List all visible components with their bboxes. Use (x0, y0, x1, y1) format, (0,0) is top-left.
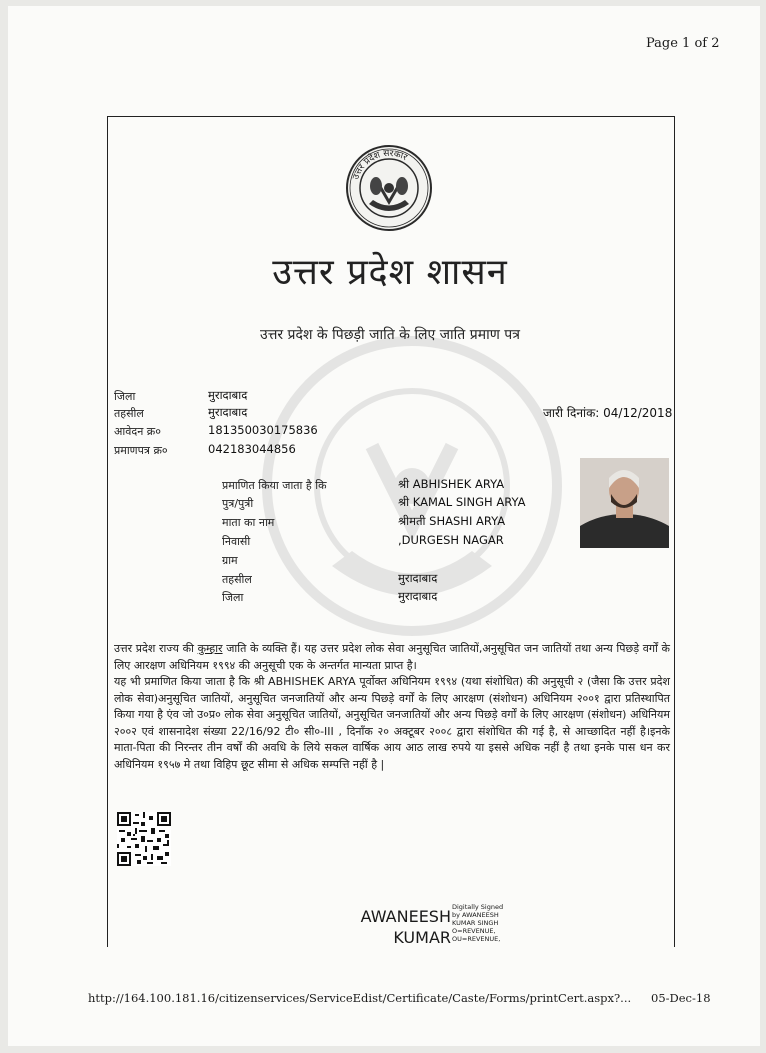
signature-meta-line: OU=REVENUE, (452, 935, 501, 943)
person-district-label: जिला (222, 591, 244, 604)
mother-name-label: माता का नाम (222, 516, 275, 529)
certificate-subtitle: उत्तर प्रदेश के पिछड़ी जाति के लिए जाति प्रमाण पत्र (260, 327, 520, 343)
print-date: 05-Dec-18 (651, 991, 711, 1005)
tehsil-label: तहसील (114, 407, 144, 420)
person-tehsil-value: मुरादाबाद (398, 571, 438, 585)
application-number-label: आवेदन क्र० (114, 425, 161, 438)
mother-name: श्रीमती SHASHI ARYA (398, 514, 506, 528)
up-government-emblem (345, 144, 433, 232)
person-district-value: मुरादाबाद (398, 589, 438, 603)
qr-code (117, 812, 171, 866)
district-value: मुरादाबाद (208, 388, 248, 402)
page-number: Page 1 of 2 (646, 36, 720, 51)
certified-label: प्रमाणित किया जाता है कि (222, 479, 327, 492)
son-of-label: पुत्र/पुत्री (222, 497, 254, 510)
father-name: श्री KAMAL SINGH ARYA (398, 495, 526, 509)
village-label: ग्राम (222, 554, 238, 567)
signature-meta-line: O=REVENUE, (452, 927, 496, 935)
district-label: जिला (114, 390, 136, 403)
body-text-2: जाति के व्यक्ति हैं। यह उत्तर प्रदेश लोक सेवा अनुसूचित जातियों,अनुसूचित जन जातियों तथा अन्य पिछड़े वर्गों के लिए आरक्षण अधिनियम १९९४ की अनुसूची एक के अन्तर्गत मान्यता प्राप्त है। (114, 642, 670, 672)
body-text-1: उत्तर प्रदेश राज्य की (114, 642, 198, 655)
caste-name: कुम्हार (197, 642, 223, 655)
emblem-seal-text: उत्तर प्रदेश सरकार (351, 148, 409, 182)
certificate-body (114, 641, 670, 773)
resident-label: निवासी (222, 535, 251, 548)
certificate-number-value: 042183044856 (208, 442, 296, 456)
person-photo-icon (580, 458, 669, 548)
certificate-title: उत्तर प्रदेश शासन (272, 252, 508, 293)
certificate-number-label: प्रमाणपत्र क्र० (114, 444, 168, 457)
signer-first-name: AWANEESH (360, 907, 451, 926)
digital-signature-name (344, 906, 451, 948)
signature-meta-line: KUMAR SINGH (452, 919, 499, 927)
applicant-photo (580, 458, 669, 548)
application-number-value: 181350030175836 (208, 423, 318, 437)
body-text-3: यह भी प्रमाणित किया जाता है कि श्री ABHISHEK ARYA पूर्वोक्त अधिनियम १९९४ (यथा संशोधित) की अनुसूची २ (जैसा कि उत्तर प्रदेश लोक सेवा)अनुसूचित जातियों, अनुसूचित जनजातियों और अन्य पिछड़े वर्गों के लिए आरक्षण (संशोधन) अधिनियम २००१ द्वारा प्रतिस्थापित किया गया है एंव जो उ०प्र० लोक सेवा अनुसूचित जातियों, अनुसूचित जनजातियों और अन्य पिछड़े वर्गों के लिए आरक्षण (संशोधन) अधिनियम २००२ एवं शासनादेश संख्या 22/16/92 टी० सी०-III , दिनाँक २० अक्टूबर २००८ द्वारा संशोधित की गई है, से आच्छादित नहीं है।इनके माता-पिता की निरन्तर तीन वर्षों की अवधि के लिये सकल वार्षिक आय आठ लाख रुपये या इससे अधिक नहीं है तथा इनके पास धन कर अधिनियम १९५७ मे तथा विहिप छूट सीमा से अधिक सम्पत्ति नहीं है | (114, 675, 670, 771)
print-url: http://164.100.181.16/citizenservices/ServiceEdist/Certificate/Caste/Forms/printCert.aspx?... (88, 991, 632, 1005)
person-tehsil-label: तहसील (222, 573, 252, 586)
signature-meta-line: Digitally Signed (452, 903, 504, 911)
resident-value: ,DURGESH NAGAR (398, 533, 504, 547)
signature-meta-line: by AWANEESH (452, 911, 499, 919)
signer-last-name: KUMAR (393, 928, 451, 947)
applicant-name: श्री ABHISHEK ARYA (398, 477, 505, 491)
tehsil-value: मुरादाबाद (208, 405, 248, 419)
issue-date: जारी दिनांक: 04/12/2018 (543, 406, 673, 420)
digital-signature-details (452, 903, 522, 943)
